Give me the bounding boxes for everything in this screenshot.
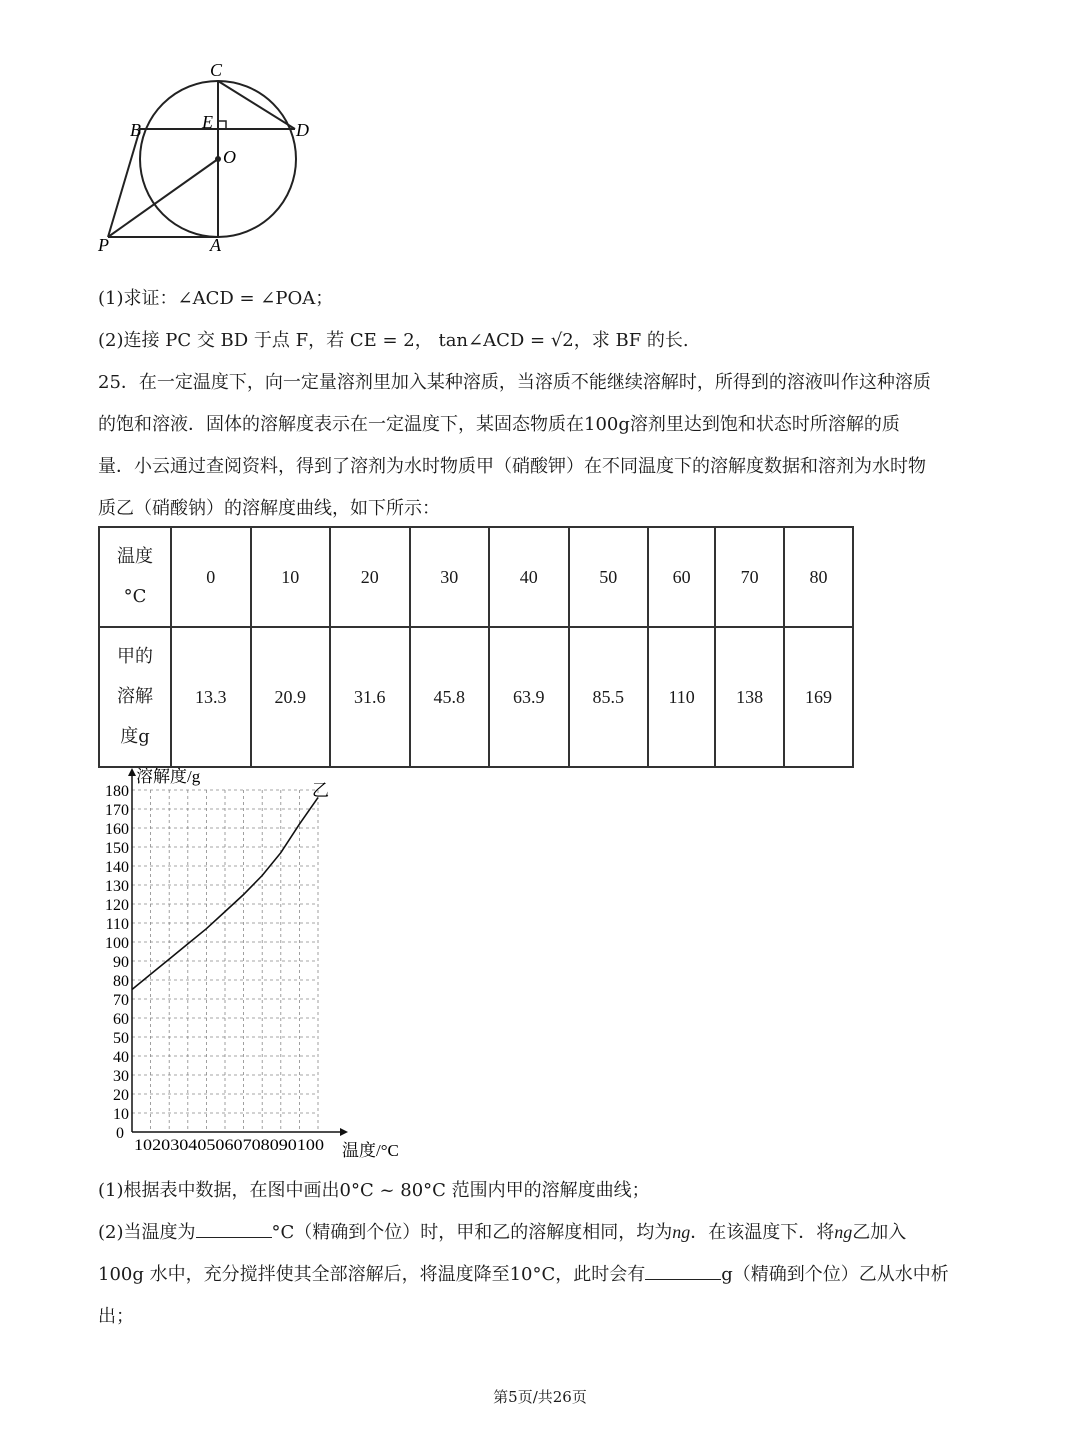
q25-intro-line3: 量．小云通过查阅资料，得到了溶剂为水时物质甲（硝酸钾）在不同温度下的溶解度数据和溶剂为水时物 [98, 456, 926, 477]
y-tick-label: 80 [113, 973, 129, 990]
answer-blank-temperature[interactable] [196, 1237, 272, 1238]
temperature-header [99, 527, 171, 627]
solubility-cell: 110 [648, 627, 715, 767]
q24-part2: (2)连接 PC 交 BD 于点 F，若 CE = 2， tan∠ACD = √2，求 BF 的长. [98, 330, 689, 351]
header-text: 温度 [117, 546, 153, 567]
label-p: P [98, 235, 109, 255]
solubility-cell: 63.9 [489, 627, 569, 767]
q25-part2-text: 100g 水中，充分搅拌使其全部溶解后，将温度降至10°C，此时会有 [98, 1264, 646, 1285]
solubility-cell: 45.8 [410, 627, 490, 767]
solubility-cell: 13.3 [171, 627, 251, 767]
y-tick-label: 70 [113, 992, 129, 1009]
solubility-cell: 20.9 [251, 627, 331, 767]
q25-part2-ng: ng [834, 1222, 853, 1242]
y-tick-label: 140 [105, 859, 129, 876]
x-axis-label: 温度/°C [342, 1141, 399, 1160]
q25-part2-line2 [98, 1260, 949, 1286]
segment-cd [218, 81, 295, 129]
y-axis-arrow [128, 768, 136, 776]
q25-part2-ng: ng [672, 1222, 691, 1242]
temp-cell: 10 [251, 527, 331, 627]
temp-cell: 30 [410, 527, 490, 627]
y-tick-label: 120 [105, 897, 129, 914]
segment-pb [108, 129, 140, 237]
y-tick-label: 150 [105, 840, 129, 857]
solubility-header [99, 627, 171, 767]
answer-blank-mass[interactable] [645, 1279, 721, 1280]
solubility-table [98, 526, 854, 768]
q25-part2-text: (2)当温度为 [98, 1222, 196, 1243]
temp-cell: 60 [648, 527, 715, 627]
y-tick-label: 170 [105, 802, 129, 819]
label-b: B [130, 120, 141, 140]
y-tick-label: 10 [113, 1106, 129, 1123]
page-footer: 第5页/共26页 [493, 1388, 587, 1406]
solubility-cell: 31.6 [330, 627, 410, 767]
temp-cell: 0 [171, 527, 251, 627]
q25-part2-text: ．在该温度下．将 [690, 1222, 835, 1243]
y-tick-label: 180 [105, 783, 129, 800]
temp-cell: 70 [715, 527, 784, 627]
label-d: D [296, 120, 309, 140]
temp-cell: 80 [784, 527, 853, 627]
header-text: °C [123, 586, 147, 607]
y-tick-label: 30 [113, 1068, 129, 1085]
header-text: 度g [120, 726, 150, 747]
header-text: 溶解 [117, 686, 153, 707]
q24-part1: (1)求证：∠ACD = ∠POA； [98, 288, 334, 309]
q25-part2-text: 乙加入 [852, 1222, 907, 1243]
y-tick-label: 110 [105, 916, 129, 933]
y-tick-label: 100 [105, 935, 129, 952]
y-tick-label: 160 [105, 821, 129, 838]
series-yi-label: 乙 [312, 781, 329, 800]
x-tick-labels: 102030405060708090100 [134, 1137, 324, 1154]
label-a: A [210, 235, 221, 255]
q25-part2-line3: 出； [98, 1306, 134, 1327]
temperature-row [99, 527, 853, 627]
y-tick-label: 50 [113, 1030, 129, 1047]
y-tick-label: 60 [113, 1011, 129, 1028]
right-angle-mark [218, 121, 226, 129]
label-c: C [210, 60, 223, 80]
solubility-cell: 169 [784, 627, 853, 767]
y-axis-label: 溶解度/g [136, 768, 201, 786]
q25-part2-text: °C（精确到个位）时，甲和乙的溶解度相同，均为 [271, 1222, 673, 1243]
q25-intro-line4: 质乙（硝酸钠）的溶解度曲线，如下所示： [98, 498, 440, 519]
q25-part2-line1 [98, 1218, 906, 1244]
segment-po [108, 159, 218, 237]
q25-intro-line1: 25．在一定温度下，向一定量溶剂里加入某种溶质，当溶质不能继续溶解时，所得到的溶液叫作这种溶质 [98, 372, 931, 393]
y-tick-label: 20 [113, 1087, 129, 1104]
solubility-chart [96, 768, 416, 1168]
y-tick-label: 40 [113, 1049, 129, 1066]
x-axis-arrow [340, 1128, 348, 1136]
geometry-figure [90, 56, 330, 256]
solubility-cell: 85.5 [569, 627, 649, 767]
origin-label: 0 [116, 1125, 124, 1142]
q25-part2-text: g（精确到个位）乙从水中析 [721, 1264, 949, 1285]
label-e: E [202, 112, 213, 132]
temp-cell: 20 [330, 527, 410, 627]
q25-part1: (1)根据表中数据，在图中画出0°C ~ 80°C 范围内甲的溶解度曲线； [98, 1180, 650, 1201]
label-o: O [223, 147, 236, 167]
solubility-row [99, 627, 853, 767]
solubility-cell: 138 [715, 627, 784, 767]
y-tick-label: 130 [105, 878, 129, 895]
y-tick-label: 90 [113, 954, 129, 971]
point-o [215, 156, 221, 162]
temp-cell: 40 [489, 527, 569, 627]
q25-intro-line2: 的饱和溶液．固体的溶解度表示在一定温度下，某固态物质在100g溶剂里达到饱和状态时所溶解的质 [98, 414, 900, 435]
temp-cell: 50 [569, 527, 649, 627]
header-text: 甲的 [117, 646, 153, 667]
